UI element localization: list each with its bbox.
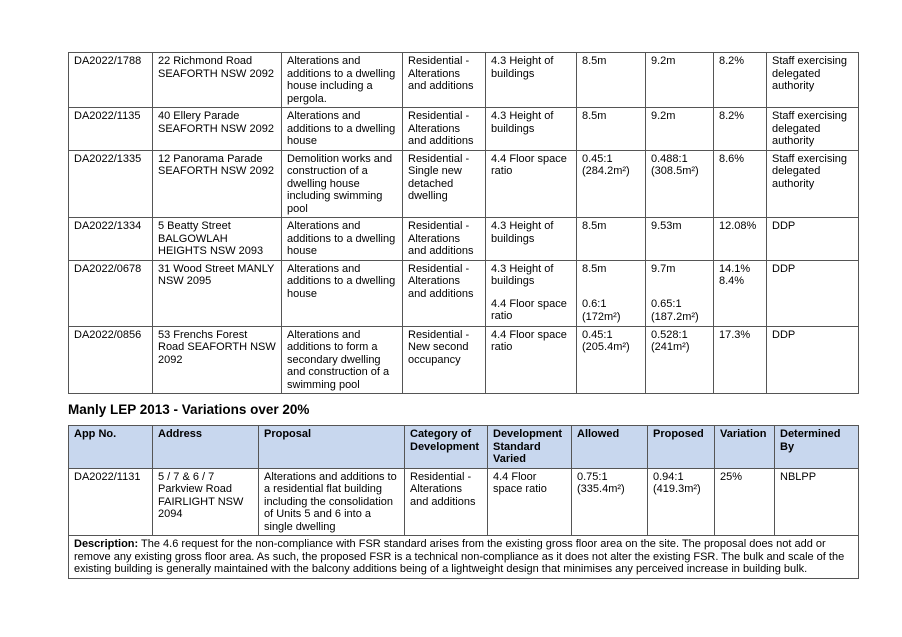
allowed-cell: 8.5m xyxy=(577,108,646,151)
variation-height: 14.1% xyxy=(719,262,751,275)
address-cell: 22 Richmond Road SEAFORTH NSW 2092 xyxy=(153,53,282,108)
proposal-cell: Alterations and additions to a dwelling house xyxy=(282,260,403,326)
category-cell: Residential - Alterations and additions xyxy=(403,53,486,108)
proposed-cell: 0.94:1 (419.3m²) xyxy=(648,468,715,536)
determined-cell: Staff exercising delegated authority xyxy=(767,108,859,151)
table-row xyxy=(69,108,859,151)
variation-cell: 8.6% xyxy=(714,150,767,218)
allowed-cell xyxy=(577,260,646,326)
allowed-cell: 0.75:1 (335.4m²) xyxy=(572,468,648,536)
standard-cell: 4.4 Floor space ratio xyxy=(486,150,577,218)
proposal-cell: Alterations and additions to a dwelling house including a pergola. xyxy=(282,53,403,108)
variation-cell: 12.08% xyxy=(714,218,767,261)
address-cell: 5 / 7 & 6 / 7 Parkview Road FAIRLIGHT NSW 2094 xyxy=(153,468,259,536)
standard-cell: 4.3 Height of buildings xyxy=(486,218,577,261)
header-row xyxy=(69,426,859,469)
header-variation: Variation xyxy=(715,426,775,469)
address-cell: 12 Panorama Parade SEAFORTH NSW 2092 xyxy=(153,150,282,218)
app-no-cell: DA2022/1135 xyxy=(69,108,153,151)
table-row xyxy=(69,53,859,108)
address-cell: 31 Wood Street MANLY NSW 2095 xyxy=(153,260,282,326)
determined-cell: Staff exercising delegated authority xyxy=(767,150,859,218)
header-standard: Development Standard Varied xyxy=(488,426,572,469)
standard-cell: 4.3 Height of buildings xyxy=(486,53,577,108)
address-cell: 5 Beatty Street BALGOWLAH HEIGHTS NSW 2093 xyxy=(153,218,282,261)
proposal-cell: Alterations and additions to a dwelling house xyxy=(282,108,403,151)
description-label: Description: xyxy=(74,538,139,550)
variation-fsr: 8.4% xyxy=(719,275,745,287)
category-cell: Residential - Single new detached dwelling xyxy=(403,150,486,218)
proposal-cell: Alterations and additions to a residential flat building including the consolidation of Units 5 and 6 into a single dwelling xyxy=(259,468,405,536)
proposed-fsr: 0.65:1 (187.2m²) xyxy=(651,298,699,323)
proposed-cell: 0.488:1 (308.5m²) xyxy=(646,150,714,218)
allowed-height: 8.5m xyxy=(582,262,607,275)
app-no-cell: DA2022/1335 xyxy=(69,150,153,218)
table-row xyxy=(69,326,859,394)
variation-cell: 8.2% xyxy=(714,53,767,108)
standard-cell: 4.4 Floor space ratio xyxy=(486,326,577,394)
category-cell: Residential - Alterations and additions xyxy=(403,260,486,326)
header-proposal: Proposal xyxy=(259,426,405,469)
proposed-cell xyxy=(646,260,714,326)
standard-cell: 4.3 Height of buildings xyxy=(486,108,577,151)
determined-cell: DDP xyxy=(767,218,859,261)
determined-cell: NBLPP xyxy=(775,468,859,536)
table-row xyxy=(69,218,859,261)
variations-table xyxy=(68,52,859,394)
address-cell: 53 Frenchs Forest Road SEAFORTH NSW 2092 xyxy=(153,326,282,394)
standard-fsr: 4.4 Floor space ratio xyxy=(491,297,567,322)
determined-cell: DDP xyxy=(767,260,859,326)
description-text: The 4.6 request for the non-compliance with FSR standard arises from the existing gross floor area on the site. The proposal does not add or remove any existing gross floor area. As such, the proposed FSR is a technical non-compliance as it does not alter the existing FSR. The bulk and scale of the existing building is generally maintained with the balcony additions being of a lightweight design that minimises any perceived increase in building bulk. xyxy=(74,538,845,575)
header-category: Category of Development xyxy=(405,426,488,469)
description-row xyxy=(69,536,859,579)
app-no-cell: DA2022/0678 xyxy=(69,260,153,326)
allowed-cell: 0.45:1 (205.4m²) xyxy=(577,326,646,394)
standard-height: 4.3 Height of buildings xyxy=(491,262,554,287)
table-row xyxy=(69,260,859,326)
proposed-cell: 9.2m xyxy=(646,108,714,151)
variations-over-20-table xyxy=(68,425,859,579)
header-address: Address xyxy=(153,426,259,469)
header-determined: Determined By xyxy=(775,426,859,469)
app-no-cell: DA2022/1334 xyxy=(69,218,153,261)
standard-cell xyxy=(486,260,577,326)
category-cell: Residential - Alterations and additions xyxy=(403,108,486,151)
standard-cell: 4.4 Floor space ratio xyxy=(488,468,572,536)
proposal-cell: Demolition works and construction of a dwelling house including swimming pool xyxy=(282,150,403,218)
determined-cell: Staff exercising delegated authority xyxy=(767,53,859,108)
proposal-cell: Alterations and additions to a dwelling house xyxy=(282,218,403,261)
description-cell xyxy=(69,536,859,579)
allowed-fsr: 0.6:1 (172m²) xyxy=(582,298,621,323)
proposal-cell: Alterations and additions to form a secondary dwelling and construction of a swimming pool xyxy=(282,326,403,394)
determined-cell: DDP xyxy=(767,326,859,394)
proposed-cell: 9.2m xyxy=(646,53,714,108)
header-app-no: App No. xyxy=(69,426,153,469)
allowed-cell: 0.45:1 (284.2m²) xyxy=(577,150,646,218)
header-proposed: Proposed xyxy=(648,426,715,469)
table-row xyxy=(69,468,859,536)
proposed-cell: 0.528:1 (241m²) xyxy=(646,326,714,394)
header-allowed: Allowed xyxy=(572,426,648,469)
allowed-cell: 8.5m xyxy=(577,218,646,261)
variation-cell: 17.3% xyxy=(714,326,767,394)
app-no-cell: DA2022/1788 xyxy=(69,53,153,108)
variation-cell xyxy=(714,260,767,326)
category-cell: Residential - Alterations and additions xyxy=(405,468,488,536)
variation-cell: 25% xyxy=(715,468,775,536)
address-cell: 40 Ellery Parade SEAFORTH NSW 2092 xyxy=(153,108,282,151)
proposed-height: 9.7m xyxy=(651,262,676,275)
proposed-cell: 9.53m xyxy=(646,218,714,261)
section-heading: Manly LEP 2013 - Variations over 20% xyxy=(68,402,310,417)
allowed-cell: 8.5m xyxy=(577,53,646,108)
variation-cell: 8.2% xyxy=(714,108,767,151)
app-no-cell: DA2022/1131 xyxy=(69,468,153,536)
app-no-cell: DA2022/0856 xyxy=(69,326,153,394)
table-row xyxy=(69,150,859,218)
category-cell: Residential - New second occupancy xyxy=(403,326,486,394)
category-cell: Residential - Alterations and additions xyxy=(403,218,486,261)
